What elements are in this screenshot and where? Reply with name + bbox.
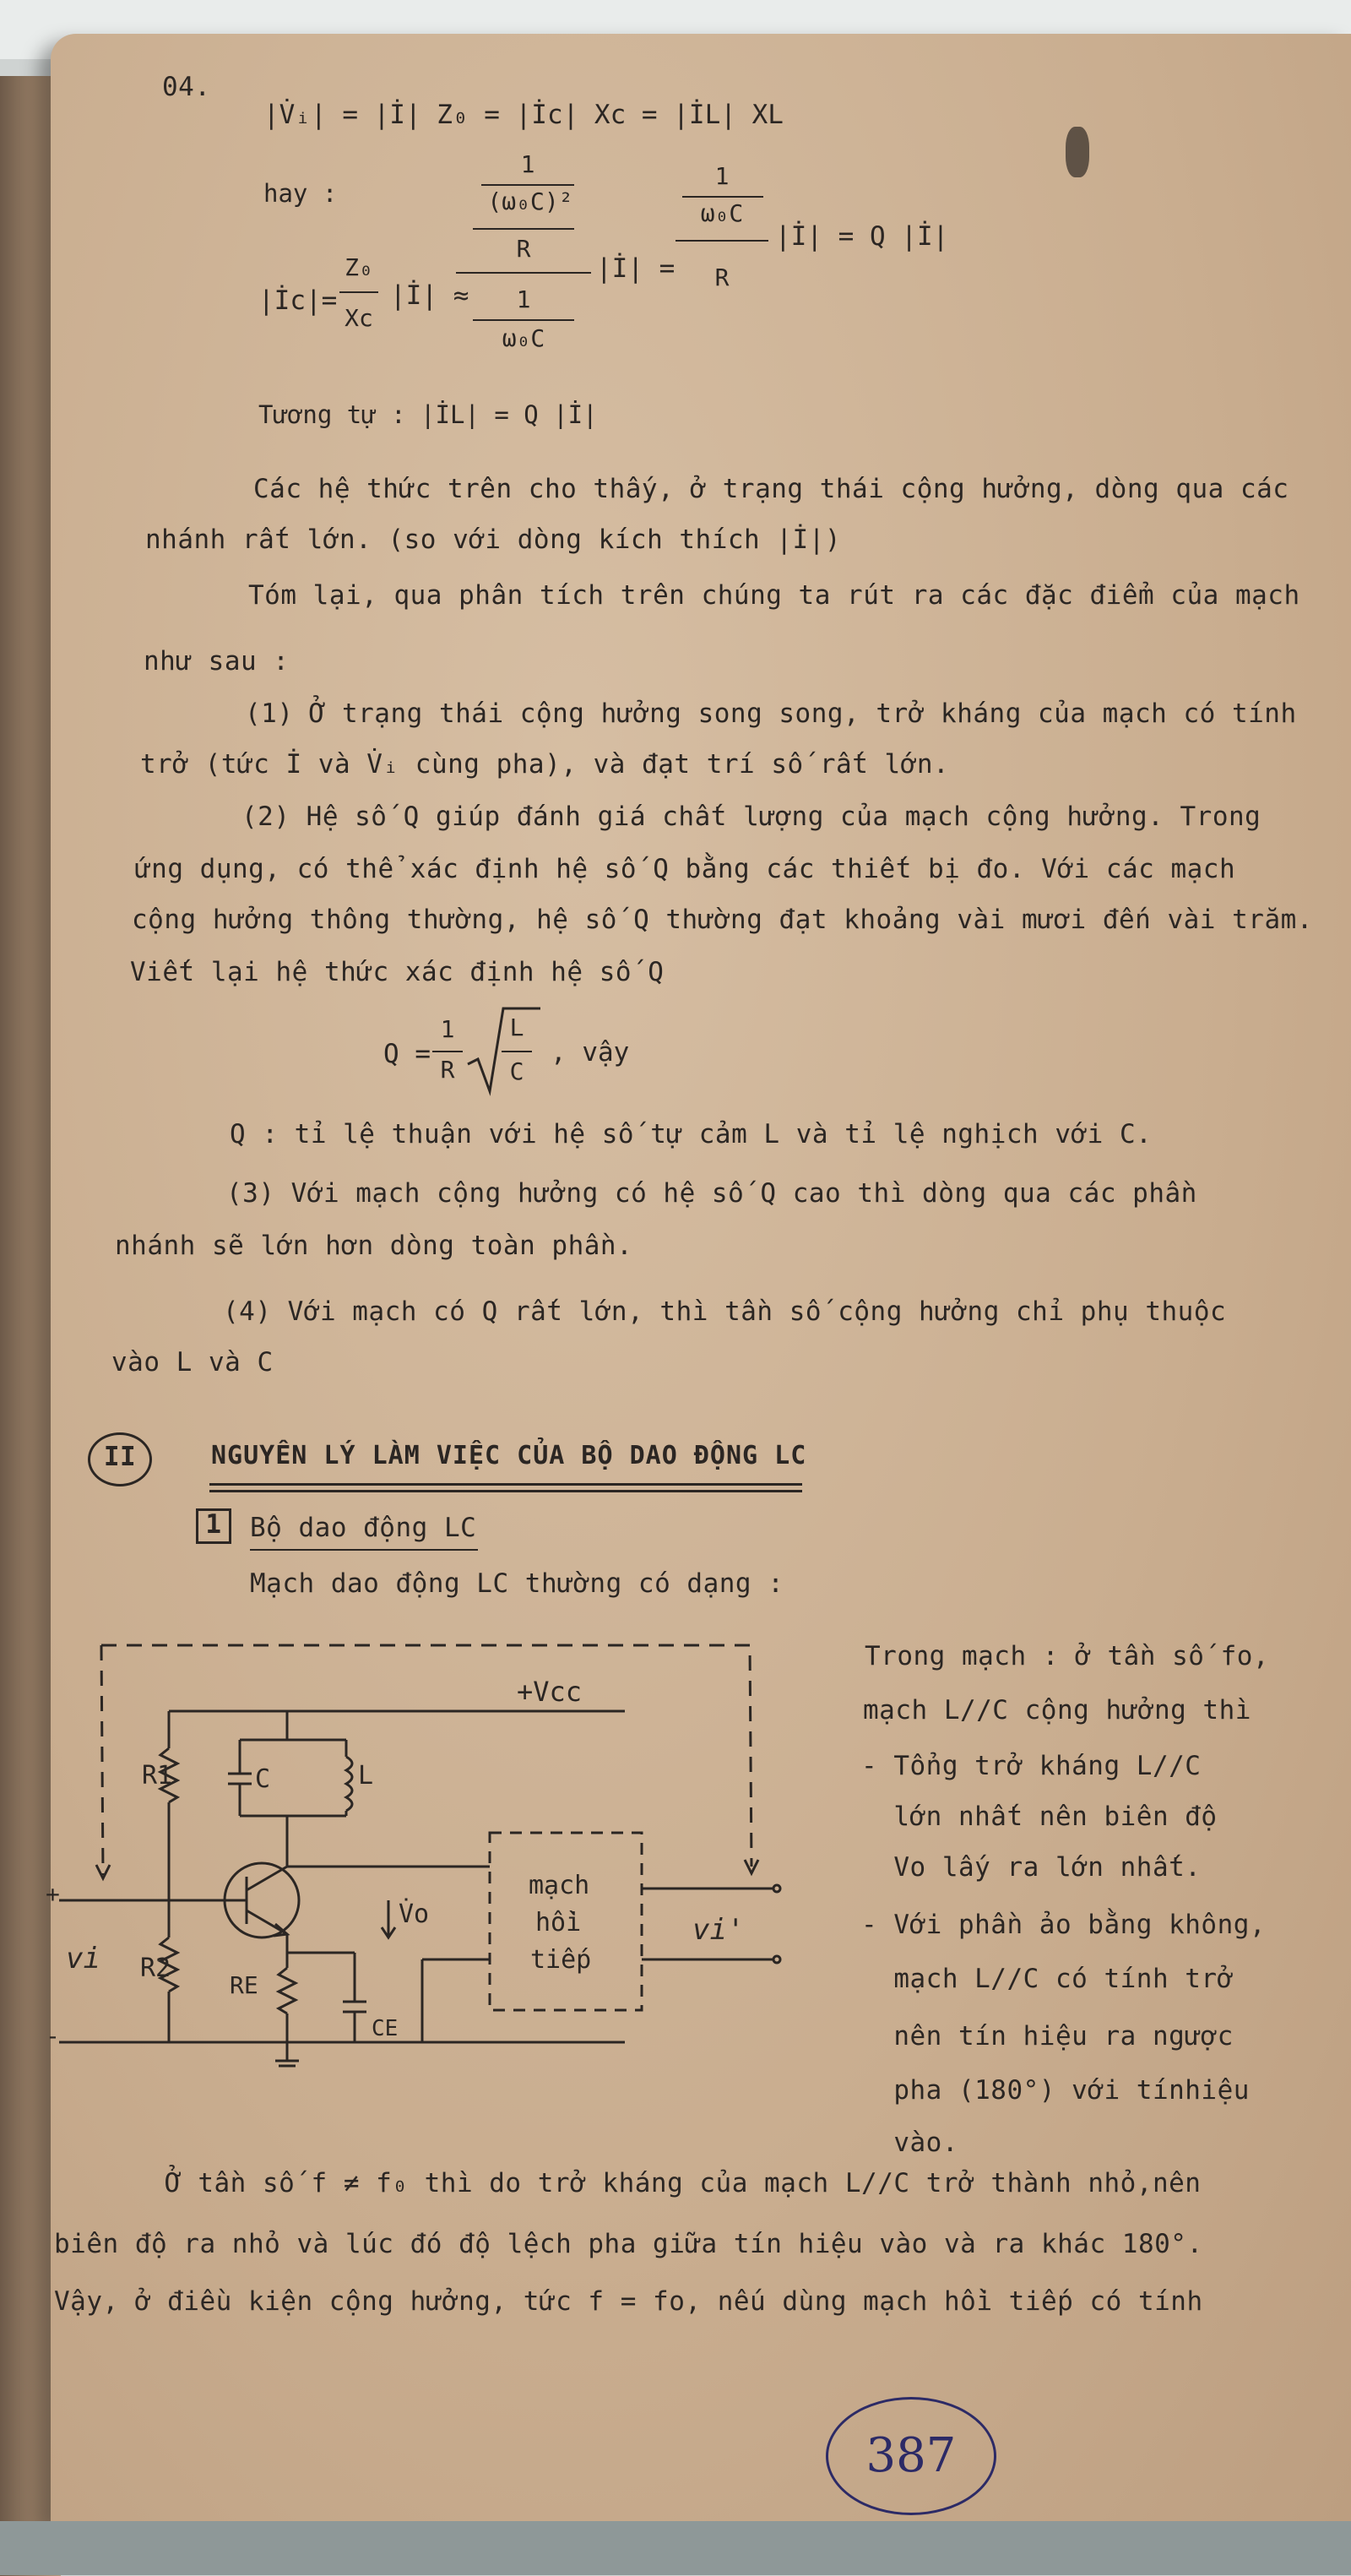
- paragraph-line: cộng hưởng thông thường, hệ số Q thường đạt khoảng vài mươi đến vài trăm.: [132, 905, 1313, 935]
- subsection-underline: [250, 1549, 478, 1551]
- paragraph-line: ứng dụng, có thể xác định hệ số Q bằng các thiết bị đo. Với các mạch: [135, 854, 1236, 884]
- feedback-box-line2: hồi: [535, 1908, 582, 1937]
- fraction-bar: [502, 1051, 532, 1052]
- label-CE: CE: [372, 2016, 399, 2041]
- paragraph-line: Tóm lại, qua phân tích trên chúng ta rút ra các đặc điểm của mạch: [248, 580, 1300, 611]
- formula-2-x: Xc: [345, 304, 373, 332]
- formula-2-z: Z₀: [345, 253, 373, 281]
- formula-2-bot-den: ω₀C: [502, 324, 545, 352]
- side-note-line: Vo lấy ra lớn nhất.: [861, 1852, 1202, 1883]
- paragraph-line: vào L và C: [111, 1347, 274, 1378]
- formula-2-i: |İ| =: [596, 253, 676, 284]
- label-R2: R2: [140, 1954, 171, 1983]
- label-minus: -: [46, 2022, 60, 2050]
- label-vi-prime: vi': [692, 1913, 745, 1947]
- side-note-line: lớn nhất nên biên độ: [861, 1802, 1218, 1832]
- paragraph-line: Viết lại hệ thức xác định hệ số Q: [130, 957, 665, 987]
- ink-blot: [1066, 127, 1089, 177]
- formula-hay: hay :: [263, 179, 338, 208]
- closing-line: biên độ ra nhỏ và lúc đó độ lệch pha giữa tín hiệu vào và ra khác 180°.: [54, 2229, 1203, 2259]
- label-RE: RE: [230, 1971, 258, 1999]
- section-underline: [209, 1490, 802, 1492]
- formula-2-num-top: 1: [520, 150, 535, 178]
- side-note-line: - Tổng trở kháng L//C: [861, 1751, 1202, 1781]
- paragraph-line: Q : tỉ lệ thuận với hệ số tự cảm L và tỉ lệ nghịch với C.: [230, 1119, 1153, 1149]
- book-page: [51, 34, 1351, 2525]
- side-note-line: nên tín hiệu ra ngược: [861, 2021, 1234, 2052]
- side-note-line: Trong mạch : ở tần số fo,: [865, 1641, 1270, 1671]
- label-plus: +: [46, 1880, 60, 1908]
- formula-tuong-tu: Tương tự : |İL| = Q |İ|: [258, 400, 598, 429]
- side-note-line: - Với phần ảo bằng không,: [861, 1910, 1267, 1940]
- section-title: NGUYÊN LÝ LÀM VIỆC CỦA BỘ DAO ĐỘNG LC: [211, 1441, 807, 1470]
- formula-2-num-den: (ω₀C)²: [487, 187, 573, 215]
- lc-oscillator-circuit: [34, 1622, 844, 2111]
- label-vi: vi: [66, 1942, 100, 1975]
- side-note-line: mạch L//C có tính trở: [861, 1964, 1234, 1994]
- q-formula-den: R: [440, 1056, 455, 1084]
- side-note-line: vào.: [861, 2128, 958, 2158]
- q-formula-sqrt-den: C: [509, 1057, 524, 1085]
- paragraph-line: nhánh rất lớn. (so với dòng kích thích |İ|): [145, 524, 842, 555]
- label-R1: R1: [142, 1761, 173, 1791]
- fraction-bar-main: [456, 272, 591, 274]
- closing-line: Vậy, ở điều kiện cộng hưởng, tức f = fo, nếu dùng mạch hồi tiếp có tính: [54, 2286, 1203, 2317]
- formula-1: |V̇ᵢ| = |İ| Z₀ = |İc| Xc = |İL| XL: [263, 100, 784, 130]
- label-L: L: [358, 1761, 374, 1791]
- formula-2-end: |İ| = Q |İ|: [775, 221, 949, 252]
- background-bottom: [0, 2521, 1351, 2575]
- subsection-number: 1: [205, 1509, 222, 1540]
- formula-2-bot-top: 1: [516, 285, 531, 313]
- fraction-bar: [432, 1051, 463, 1052]
- subsection-title: Bộ dao động LC: [250, 1513, 477, 1543]
- formula-2-mid: |İ| ≈: [390, 280, 469, 311]
- page-number: 387: [826, 2397, 996, 2515]
- paragraph-line: (4) Với mạch có Q rất lớn, thì tần số cộng hưởng chỉ phụ thuộc: [223, 1296, 1227, 1327]
- feedback-box-line1: mạch: [529, 1871, 590, 1900]
- paragraph-line: Các hệ thức trên cho thấy, ở trạng thái cộng hưởng, dòng qua các: [253, 474, 1289, 504]
- q-formula-tail: , vậy: [551, 1037, 630, 1068]
- circuit-intro: Mạch dao động LC thường có dạng :: [250, 1568, 784, 1599]
- section-number: II: [103, 1442, 137, 1472]
- paragraph-line: (3) Với mạch cộng hưởng có hệ số Q cao thì dòng qua các phần: [226, 1178, 1197, 1209]
- fraction-bar: [339, 291, 378, 293]
- q-formula-sqrt-num: L: [509, 1014, 524, 1041]
- label-C: C: [255, 1764, 271, 1794]
- fraction-bar: [473, 228, 574, 230]
- formula-2-r-den: ω₀C: [700, 199, 744, 227]
- fraction-bar: [682, 196, 763, 198]
- formula-2-left: |İc|=: [258, 285, 338, 316]
- fraction-bar: [481, 184, 574, 186]
- label-vo: V̇o: [399, 1899, 430, 1929]
- paragraph-line: (2) Hệ số Q giúp đánh giá chất lượng của mạch cộng hưởng. Trong: [241, 802, 1261, 832]
- section-underline: [209, 1483, 802, 1486]
- formula-2-r-top: 1: [714, 162, 730, 190]
- feedback-box-line3: tiếp: [530, 1945, 592, 1975]
- paragraph-line: trở (tức İ và V̇ᵢ cùng pha), và đạt trí số rất lớn.: [140, 749, 950, 780]
- formula-2-r-R: R: [714, 264, 730, 291]
- fraction-bar: [473, 319, 574, 321]
- q-formula-num: 1: [440, 1015, 455, 1043]
- paragraph-line: (1) Ở trạng thái cộng hưởng song song, trở kháng của mạch có tính: [245, 698, 1297, 729]
- paragraph-line: như sau :: [144, 646, 290, 677]
- closing-line: Ở tần số f ≠ f₀ thì do trở kháng của mạch L//C trở thành nhỏ,nên: [165, 2168, 1202, 2198]
- label-vcc: +Vcc: [517, 1676, 583, 1708]
- side-note-line: mạch L//C cộng hưởng thì: [863, 1695, 1251, 1725]
- fraction-bar: [676, 240, 768, 242]
- page-label: 04.: [162, 72, 211, 102]
- formula-2-R: R: [516, 235, 531, 263]
- q-formula-lhs: Q =: [383, 1039, 431, 1069]
- side-note-line: pha (180°) với tínhiệu: [861, 2075, 1250, 2106]
- paragraph-line: nhánh sẽ lớn hơn dòng toàn phần.: [115, 1231, 633, 1261]
